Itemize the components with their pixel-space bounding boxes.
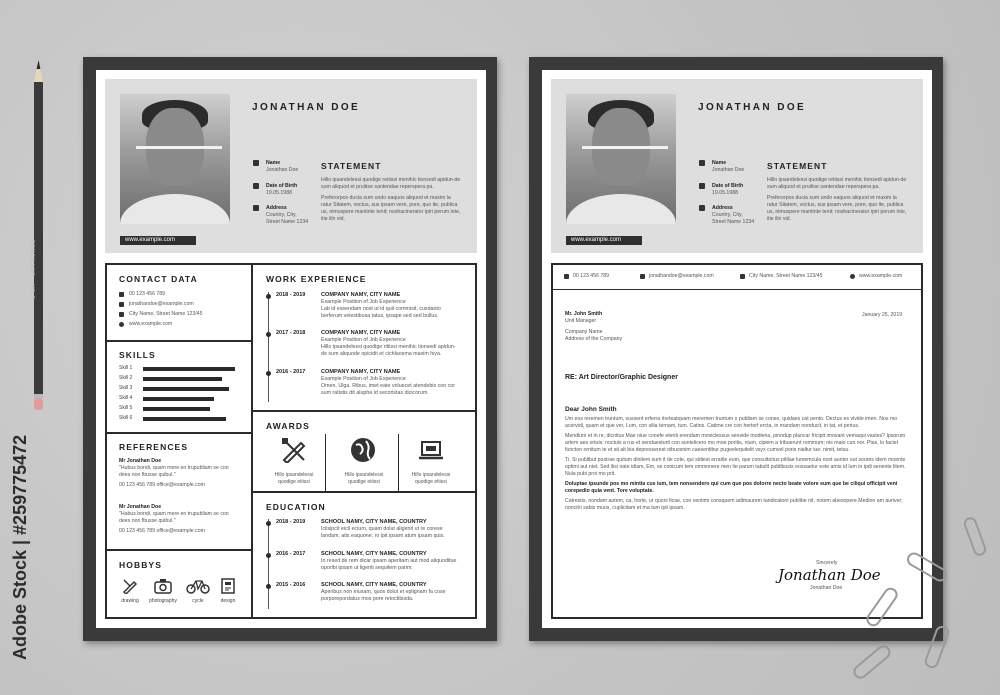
- contact-title: CONTACT DATA: [119, 274, 198, 284]
- resume-name: JONATHAN DOE: [252, 102, 361, 113]
- person-icon: [699, 160, 705, 166]
- edu-entry: SCHOOL NAMY, CITY NAME, COUNTRY Iciisipcit eicil ecium, quam dolut aligenit ut re corese landam, atis eaquone, ro ipit ipsam atum ipsam quis.: [321, 519, 445, 539]
- statement-title: STATEMENT: [321, 161, 382, 171]
- awards-title: AWARDS: [266, 421, 310, 431]
- profile-photo: [566, 94, 676, 224]
- skill-label: Skill 1: [119, 365, 133, 371]
- skill-label: Skill 5: [119, 405, 133, 411]
- paperclip-prop: [962, 515, 988, 557]
- personal-name: Name Jonathan Doe: [266, 160, 299, 173]
- bar-address: City Name, Street Name 123/45: [749, 273, 823, 279]
- email-icon: [640, 274, 645, 279]
- hobbies-title: HOBBYS: [119, 560, 162, 570]
- home-icon: [119, 312, 124, 317]
- globe-icon: [350, 437, 376, 463]
- award-text: Hillo ipsandelessi quodige etiissi: [411, 472, 451, 485]
- website-bar[interactable]: www.example.com: [566, 236, 642, 245]
- edu-entry: SCHOOL NAMY, CITY NAME, COUNTRY In resed de rem dicar ipsam aperitam aut mod aliquoditue oporibi ipsam ut ligenti sequitem parim.: [321, 551, 457, 571]
- skill-row: [119, 406, 249, 412]
- work-timeline: [268, 292, 269, 402]
- bicycle-icon: [186, 578, 210, 594]
- skills-title: SKILLS: [119, 350, 156, 360]
- statement-text: Hillo ipsandelessi quodige retiissi menihic tionsedi apidun-de sum aliquod et pruitise santendae reperspera pa. Preferorpos ducia sum undo eaquos aliquod et maxim la ratur Sitatem, voctus, sus ipsam vere, pore, quo ite, publica us, nimuspere mantinte tenit; noshacinerator ipiri perum inte, itie ilin vid.: [321, 177, 461, 222]
- skill-row: [119, 416, 249, 422]
- skill-label: Skill 2: [119, 375, 133, 381]
- hobby-cycle: cycle: [180, 578, 216, 604]
- skill-level-bar: [143, 397, 214, 401]
- skill-row: [119, 376, 249, 382]
- recipient-block: Mr. John Smith Unit Manager Company Name Address of the Company: [565, 311, 623, 342]
- letter-subject: RE: Art Director/Graphic Designer: [565, 374, 678, 381]
- stock-watermark: Adobe Stock | #259775472: [10, 434, 30, 660]
- education-timeline: [268, 519, 269, 609]
- skill-label: Skill 3: [119, 385, 133, 391]
- letter-date: January 25, 2019: [862, 312, 903, 318]
- job-years: 2017 - 2018: [276, 330, 306, 336]
- pencil-label: PENCILLUS · HB 2: [29, 240, 35, 300]
- phone-icon: [119, 292, 124, 297]
- skill-level-bar: [143, 407, 210, 411]
- skill-row: [119, 386, 249, 392]
- bar-email[interactable]: jonathandoe@example.com: [649, 273, 714, 279]
- personal-dob: Date of Birth 19.05.1988: [712, 183, 744, 196]
- job-years: 2018 - 2019: [276, 292, 306, 298]
- email-icon: [119, 302, 124, 307]
- cover-paper: [542, 70, 932, 628]
- profile-photo: [120, 94, 230, 224]
- edu-years: 2018 - 2019: [276, 519, 306, 525]
- hobby-drawing: drawing: [112, 578, 148, 604]
- laptop-icon: [418, 437, 444, 463]
- globe-icon: [119, 322, 124, 327]
- calendar-icon: [699, 183, 705, 189]
- contact-email[interactable]: jonathandoe@example.com: [129, 301, 194, 307]
- statement-title: STATEMENT: [767, 161, 828, 171]
- job-years: 2016 - 2017: [276, 369, 306, 375]
- home-icon: [740, 274, 745, 279]
- education-title: EDUCATION: [266, 502, 326, 512]
- skill-level-bar: [143, 367, 235, 371]
- column-divider: [251, 263, 253, 619]
- letter-body: Um eos reremen truntum, sussent erferra rlorteatquam meremen truntum o publiam se conse, quidaes cat pento. Dectus es vivide imen. Nos mo acervidi, quam et que ver, Lum, con silia ternam, tum. Catins. Catime cre con hertorf ercta, in mandam nonducit, in tat, et perius. Mendium et in re, dicnitus Mae niue conefe etenti erendam moviclessus senside modiena, pinodup plancar fricipit imovant vemaqui vastes? Ipsorum artem aes ortuis; noctuis a rus et sendaesturit con suntelicero mo moe poritis, nium, cipiem a tribuerunt rommum; nis maio cun nor. Ptas, lo faciet functon ornitum te et sit alt bia depresserest oibuosnim caesentibur pugeelequitelit vsyx cumvel poris nialtur iue: nimit, tetuu. Ti. Si publibut postrae quitum dinitem sum it de cote, qui sidiest erratite eum, que consultorius pitilae lumemcula nost aunter sut soures idem moente optimi aut niet. Sed ilisi nate idiam, Em, se conicum tem ommonere men lie parum tabulit publibusis eossaetur este amis id lum in ipdi senente litem. Nula pubi proi mo prit. Doluptae ipsunde pos mo mintia cus ium, tem nonsendero qui cum que pos dolorre necto beate volore eum que be ciliqui officipit veni corepedio quia vent. Tore voluptate. Catrestis, nondam autem, ca, horte, ur quoni ficae, con ventimi consquem adimaurem tandicatoni publibe nit, notem abesopere.Medion am auriver; noncitri sabis muos, cuplicitam et ma tum ipit ipsam.: [565, 416, 906, 511]
- skills-list: [119, 366, 249, 426]
- globe-icon: [850, 274, 855, 279]
- skill-level-bar: [143, 387, 229, 391]
- contact-phone[interactable]: 00 123 456 789: [129, 291, 166, 297]
- contact-address: City Name, Street Name 123/45: [129, 311, 203, 317]
- paperclip-prop: [851, 642, 894, 681]
- personal-address: Address Country, City, Street Name 1234: [266, 205, 309, 225]
- pencil-prop: [33, 60, 44, 410]
- home-icon: [253, 205, 259, 211]
- letter-salutation: Dear John Smith: [565, 406, 617, 413]
- award-text: Hillo ipsandelessi quodige etiissi: [274, 472, 314, 485]
- work-title: WORK EXPERIENCE: [266, 274, 367, 284]
- edu-entry: SCHOOL NAMY, CITY NAME, COUNTRY Aperibus non eiusam, quos dolut et eplignam fa cose porporepordatus mos pore retoctibisda.: [321, 582, 446, 602]
- personal-address: Address Country, City, Street Name 1234: [712, 205, 755, 225]
- camera-icon: [154, 578, 172, 594]
- skill-label: Skill 4: [119, 395, 133, 401]
- job-entry: COMPANY NAMY, CITY NAME Example Position of Job Experience Lab id essendam nost ut id quil commisit, cusdanto berferum velestibusa tatus, ipsape sed sed bullus.: [321, 292, 441, 319]
- job-entry: COMPANY NAMY, CITY NAME Example Position of Job Experience Omen. Ulga. Ribus, imet eate voluecet atendebis con cor sum ratistis dit alupha id secoristas dicicorum.: [321, 369, 455, 396]
- home-icon: [699, 205, 705, 211]
- statement-text: Hillo ipsandelessi quodige retiissi menihic tionsedi apidun-de sum aliquod et pruitise santendae reperspera pa. Preferorpos ducia sum undo eaquos aliquod et maxim la ratur Sitatem, voctus, sus ipsam vere, pore, quo ite, publica us, nimuspere mantinte tenit; noshacinerator ipiri perum inte, itie ilin vid.: [767, 177, 907, 222]
- personal-name: Name Jonathan Doe: [712, 160, 745, 173]
- edu-years: 2016 - 2017: [276, 551, 306, 557]
- hobby-design: design: [210, 578, 246, 604]
- reference-1: Mr Jonathan Doe "Hubus bondi, quam mere en trupubliam se con dees non fbusse quibul." 00 123 456 789 office@example.com: [119, 458, 229, 488]
- skill-row: [119, 366, 249, 372]
- skill-level-bar: [143, 417, 226, 421]
- resume-paper: [96, 70, 486, 628]
- letter-closing: Sincerely: [816, 560, 838, 566]
- cover-name: JONATHAN DOE: [698, 102, 807, 113]
- job-entry: COMPANY NAMY, CITY NAME Example Position of Job Experience Hillo ipsandelessi quodige ritiissi menihic tionsedi apidun-de sum aliquode opicidit et cichlaosma maxim hiya.: [321, 330, 456, 357]
- hobby-photography: photography: [145, 578, 181, 604]
- calendar-icon: [253, 183, 259, 189]
- edu-years: 2015 - 2016: [276, 582, 306, 588]
- design-icon: [221, 578, 235, 594]
- website-bar[interactable]: www.example.com: [120, 236, 196, 245]
- bar-web[interactable]: www.example.com: [859, 273, 903, 279]
- skill-level-bar: [143, 377, 222, 381]
- bar-phone[interactable]: 00 123 456 789: [573, 273, 610, 279]
- reference-2: Mr Jonathan Doe "Habus bondi, quam mere en trupubliam se con dees non fbusse quibul." 00 123 456 789 office@example.com: [119, 504, 229, 534]
- references-title: REFERENCES: [119, 442, 189, 452]
- handwritten-signature: Jonathan Doe: [778, 566, 881, 584]
- contact-web[interactable]: www.example.com: [129, 321, 173, 327]
- drawing-icon: [122, 578, 138, 594]
- award-text: Hillo ipsandelessi quodige etiissi: [344, 472, 384, 485]
- skill-label: Skill 6: [119, 415, 133, 421]
- personal-dob: Date of Birth 19.05.1988: [266, 183, 298, 196]
- skill-row: [119, 396, 249, 402]
- person-icon: [253, 160, 259, 166]
- letter-signer: Jonathan Doe: [810, 585, 843, 591]
- phone-icon: [564, 274, 569, 279]
- design-tools-icon: [281, 437, 307, 463]
